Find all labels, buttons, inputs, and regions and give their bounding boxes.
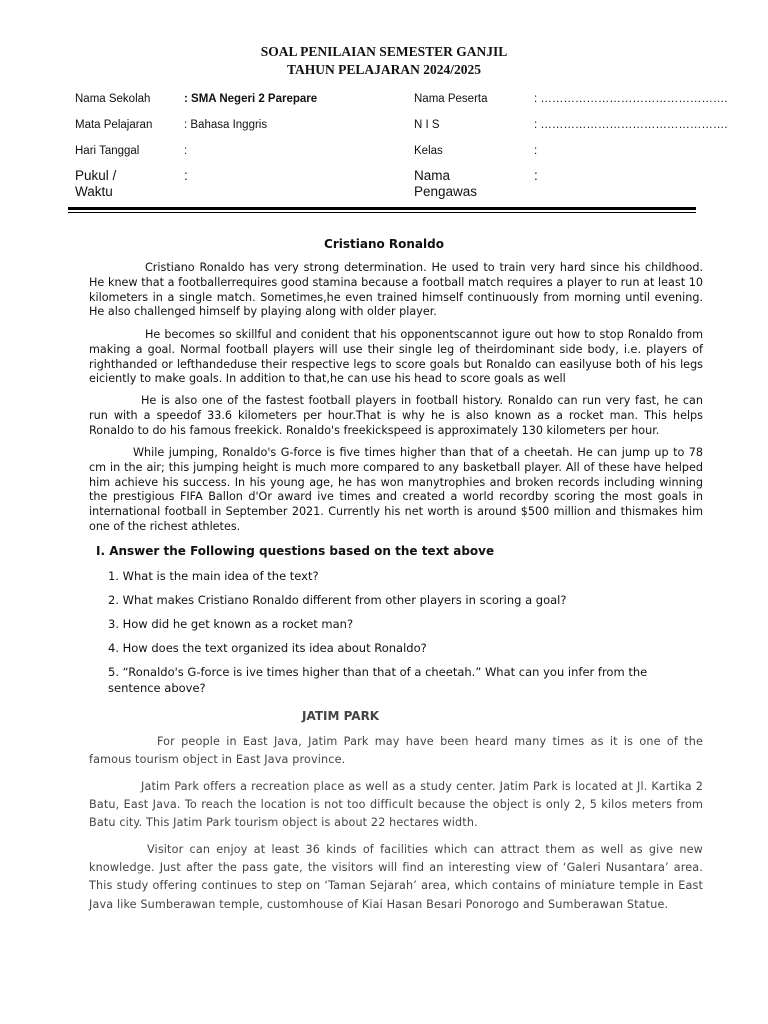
header-rule-thick (68, 207, 696, 210)
question-5: 5. “Ronaldo's G-force is ive times higher than that of a cheetah.” What can you infer from the sentence above? (108, 665, 648, 695)
reading2-title: JATIM PARK (302, 709, 380, 723)
reading1-paragraph-2: He becomes so skillful and conident that his opponentscannot igure out how to stop Ronaldo from making a goal. Normal football players will use their single leg of theirdominant side body, i.e. players of righthanded or lefthandeduse their respective legs to score goals but Ronaldo can easilyuse both of his legs eiciently to make goals. In addition to that,he can use his head to score goals as well (89, 328, 703, 386)
exam-year: TAHUN PELAJARAN 2024/2025 (286, 62, 481, 77)
exam-title: SOAL PENILAIAN SEMESTER GANJIL (260, 44, 508, 59)
subject-label: Mata Pelajaran (75, 119, 153, 131)
reading1-paragraph-3: He is also one of the fastest football players in football history. Ronaldo can run very fast, he can run with a speedof 33.6 kilometers per hour.That is why he is also known as a rocket man. This helps Ronaldo to do his famous freekick. Ronaldo's freekickspeed is approximately 130 kilometers per hour. (89, 394, 703, 437)
school-label: Nama Sekolah (75, 93, 151, 105)
question-2: 2. What makes Cristiano Ronaldo different from other players in scoring a goal? (108, 593, 567, 607)
proctor-label-1: Nama (414, 168, 451, 183)
question-3: 3. How did he get known as a rocket man? (108, 617, 354, 631)
reading1-paragraph-4: While jumping, Ronaldo's G-force is five times higher than that of a cheetah. He can jump up to 78 cm in the air; this jumping height is much more compared to any basketball player. All of these have helped him achieve his success. In his young age, he has won manytrophies and broken records including winning the prestigious FIFA Ballon d'Or award ive times and created a world recordby scoring the most goals in international football in September 2021. Currently his net worth is around $500 million and thismakes him one of the richest athletes. (89, 446, 703, 533)
reading2-paragraph-3: Visitor can enjoy at least 36 kinds of facilities which can attract them as well as give new knowledge. Just after the pass gate, the visitors will find an interesting view of ‘Galeri Nusantara’ area. This study offering continues to step on ‘Taman Sejarah’ area, which contains of miniature temple in East Java like Sumberawan temple, customhouse of Kiai Hasan Besari Ponorogo and Sumberawan Statue. (89, 843, 703, 911)
time-value: : (184, 168, 188, 183)
reading2-paragraph-2: Jatim Park offers a recreation place as well as a study center. Jatim Park is located at Jl. Kartika 2 Batu, East Java. To reach the location is not too difficult because the object is only 2, 5 kilos meters from Batu city. This Jatim Park tourism object is about 22 hectares width. (89, 780, 703, 830)
nis-label: N I S (414, 119, 440, 131)
date-value: : (184, 145, 188, 157)
student-name-label: Nama Peserta (414, 93, 488, 105)
class-value: : (534, 145, 538, 157)
reading2-paragraph-1: For people in East Java, Jatim Park may have been heard many times as it is one of the famous tourism object in East Java province. (89, 735, 703, 767)
reading1-paragraph-1: Cristiano Ronaldo has very strong determination. He used to train very hard since his childhood. He knew that a footballerrequires good stamina because a football match requires a player to run at least 10 kilometers in a single match. Sometimes,he even trained himself continuously from morning until evening. He also challenged himself by playing along with older player. (89, 261, 703, 319)
school-value: : SMA Negeri 2 Parepare (184, 93, 318, 105)
question-4: 4. How does the text organized its idea about Ronaldo? (108, 641, 427, 655)
question-1: 1. What is the main idea of the text? (108, 569, 319, 583)
header-rule-thin (68, 212, 696, 213)
nis-value: : …………………………………………. (534, 119, 728, 131)
time-label-1: Pukul / (75, 168, 117, 183)
reading1-title: Cristiano Ronaldo (324, 237, 444, 251)
proctor-label-2: Pengawas (414, 184, 478, 199)
subject-value: : Bahasa Inggris (184, 119, 268, 131)
class-label: Kelas (414, 145, 443, 157)
time-label-2: Waktu (75, 184, 113, 199)
questions-heading: I. Answer the Following questions based on the text above (96, 544, 495, 558)
date-label: Hari Tanggal (75, 145, 140, 157)
student-name-value: : …………………………………………. (534, 93, 728, 105)
proctor-value: : (534, 168, 538, 183)
